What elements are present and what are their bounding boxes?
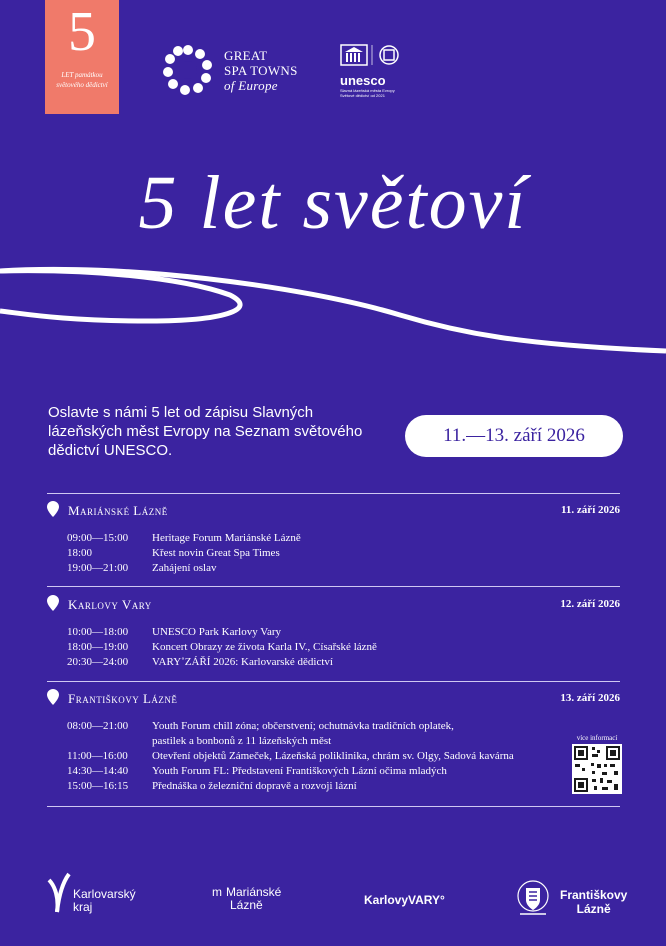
event-desc: Youth Forum FL: Představení Františkových Lázní očima mladých	[152, 765, 447, 777]
event-row	[47, 779, 620, 794]
ml-symbol-icon: m	[212, 885, 222, 899]
event-row	[47, 546, 620, 561]
gste-line2: SPA TOWNS	[224, 62, 298, 78]
partner-logos	[0, 872, 666, 932]
unesco-line1: Slavná lázeňská města Evropy	[340, 88, 395, 93]
event-list	[47, 625, 620, 670]
section-town: Mariánské Lázně	[68, 503, 168, 518]
karlovy-vary-logo: KarlovyVARY°	[364, 893, 445, 907]
section-header	[47, 594, 620, 612]
event-row	[47, 655, 620, 670]
event-time: 18:00	[67, 547, 93, 559]
event-time: 15:00—16:15	[67, 780, 129, 792]
date-range-pill: 11.—13. září 2026	[405, 415, 623, 457]
separator	[47, 806, 620, 807]
section-town: Karlovy Vary	[68, 597, 152, 612]
separator	[47, 493, 620, 494]
event-list	[47, 719, 620, 794]
separator	[47, 681, 620, 682]
unesco-temple-icon	[340, 44, 406, 66]
section-marianske-lazne	[47, 500, 620, 576]
badge-line2: světového dědictví	[56, 81, 108, 89]
section-date: 13. září 2026	[560, 692, 620, 704]
section-karlovy-vary	[47, 594, 620, 670]
badge-number: 5	[68, 1, 96, 63]
separator	[47, 586, 620, 587]
section-frantiskovy-lazne	[47, 688, 620, 794]
event-row	[47, 640, 620, 655]
event-time: 19:00—21:00	[67, 562, 129, 574]
event-time	[47, 734, 152, 749]
event-time: 09:00—15:00	[67, 532, 129, 544]
flower-icon	[162, 44, 214, 96]
qr-code-icon[interactable]	[572, 744, 622, 794]
event-row	[47, 749, 620, 764]
fl-line2: Lázně	[576, 902, 611, 916]
event-desc: pastilek a bonbonů z 11 lázeňských měst	[152, 735, 332, 747]
section-header	[47, 500, 620, 518]
intro-text: Oslavte s námi 5 let od zápisu Slavných lázeňských měst Evropy na Seznam světového dědictví UNESCO.	[48, 404, 363, 459]
anniversary-badge	[45, 0, 119, 114]
map-pin-icon	[47, 501, 59, 517]
event-desc: Přednáška o železniční dopravě a rozvoji lázní	[152, 780, 357, 792]
unesco-logo	[340, 44, 410, 98]
kraj-leaf-icon	[47, 872, 73, 914]
gste-line1: GREAT	[224, 47, 268, 63]
fl-line1: Františkovy	[560, 888, 628, 902]
event-desc: Youth Forum chill zóna; občerstvení; ochutnávka tradičních oplatek,	[152, 720, 454, 732]
event-desc: Heritage Forum Mariánské Lázně	[152, 532, 301, 544]
gste-text	[224, 48, 298, 93]
event-time: 18:00—19:00	[67, 641, 129, 653]
crest-icon	[516, 876, 550, 922]
unesco-line2: Světové dědictví od 2021	[340, 93, 385, 98]
map-pin-icon	[47, 689, 59, 705]
section-header	[47, 688, 620, 706]
gste-line3: of Europe	[224, 77, 278, 93]
headline: 5 let světoví	[138, 161, 528, 245]
event-row	[47, 561, 620, 576]
section-date: 12. září 2026	[560, 598, 620, 610]
wave-decoration	[0, 255, 666, 375]
event-desc: Zahájení oslav	[152, 562, 217, 574]
kraj-line1: Karlovarský	[73, 887, 136, 901]
event-desc: UNESCO Park Karlovy Vary	[152, 626, 282, 638]
section-date: 11. září 2026	[561, 504, 620, 516]
event-row	[47, 531, 620, 546]
kraj-line2: kraj	[73, 900, 93, 914]
unesco-word: unesco	[340, 73, 386, 88]
map-pin-icon	[47, 595, 59, 611]
great-spa-towns-logo	[162, 44, 298, 96]
ml-line2: Lázně	[230, 898, 263, 912]
badge-line1: LET památkou	[61, 71, 103, 79]
event-time: 11:00—16:00	[67, 750, 128, 762]
event-desc: Křest novin Great Spa Times	[152, 547, 280, 559]
event-time: 10:00—18:00	[67, 626, 129, 638]
marianske-lazne-logo	[212, 886, 281, 912]
event-row	[47, 625, 620, 640]
event-time: 14:30—14:40	[67, 765, 129, 777]
badge-text	[45, 70, 119, 90]
event-desc: Otevření objektů Zámeček, Lázeňská poliklinika, chrám sv. Olgy, Sadová kavárna	[152, 750, 514, 762]
event-row	[47, 719, 620, 734]
event-list	[47, 531, 620, 576]
event-desc: Koncert Obrazy ze života Karla IV., Císařské lázně	[152, 641, 377, 653]
section-town: Františkovy Lázně	[68, 691, 178, 706]
event-row	[47, 764, 620, 779]
ml-line1: Mariánské	[226, 885, 282, 899]
qr-label: více informací	[576, 734, 618, 742]
event-time: 08:00—21:00	[67, 720, 129, 732]
event-time: 20:30—24:00	[67, 656, 129, 668]
event-desc: VARY˚ZÁŘÍ 2026: Karlovarské dědictví	[152, 656, 333, 668]
qr-block[interactable]	[572, 734, 622, 799]
event-row	[47, 734, 620, 749]
